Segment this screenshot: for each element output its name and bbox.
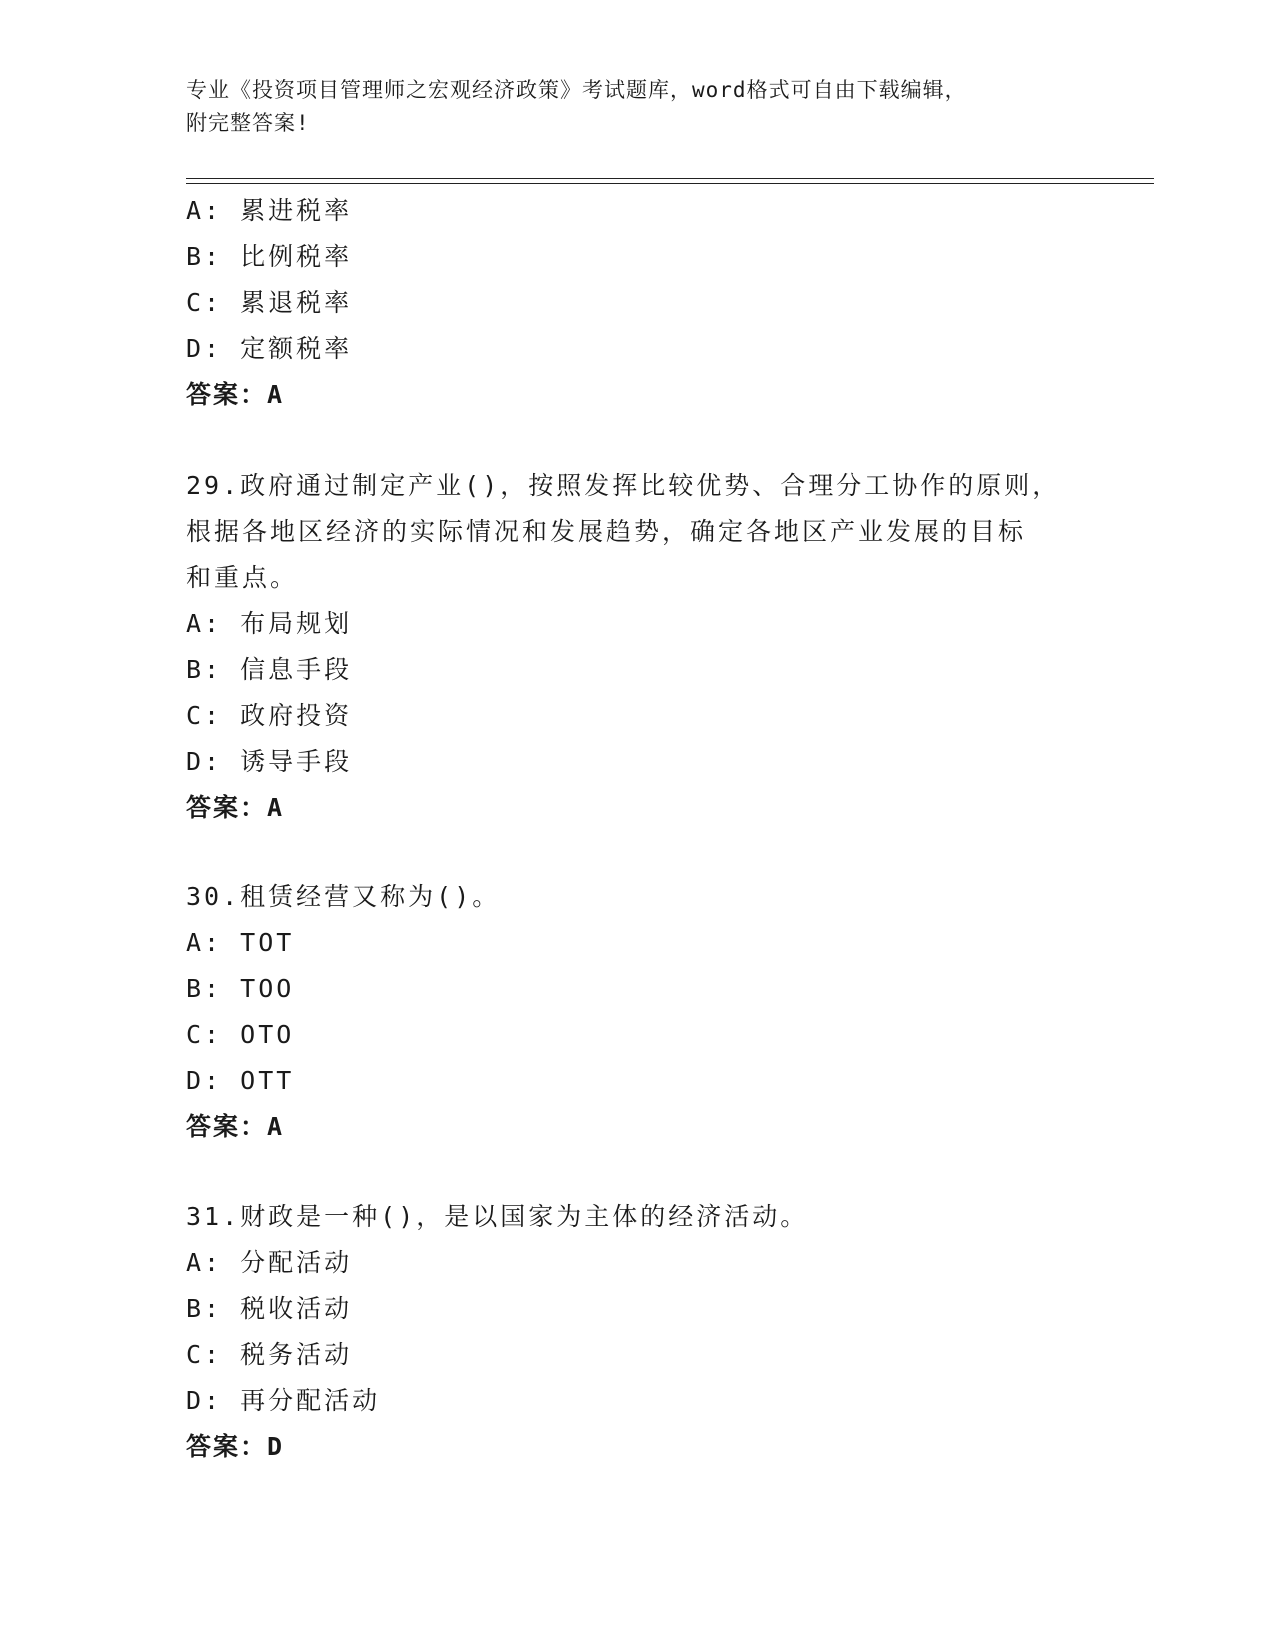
question-block-31 — [186, 1194, 1086, 1470]
answer: 答案：A — [186, 793, 285, 822]
document-header — [186, 74, 1066, 140]
option-b: B: 信息手段 — [186, 655, 353, 684]
header-line-1: 专业《投资项目管理师之宏观经济政策》考试题库，word格式可自由下载编辑， — [186, 78, 967, 102]
question-text: 31.财政是一种()，是以国家为主体的经济活动。 — [186, 1202, 809, 1231]
question-block-30 — [186, 874, 1086, 1150]
option-c: C: 累退税率 — [186, 288, 353, 317]
option-b: B: TOO — [186, 974, 295, 1003]
option-d: D: 定额税率 — [186, 334, 353, 363]
answer: 答案：A — [186, 1112, 285, 1141]
option-a: A: 布局规划 — [186, 609, 353, 638]
answer: 答案：D — [186, 1432, 285, 1461]
option-a: A: TOT — [186, 928, 295, 957]
option-c: C: 政府投资 — [186, 701, 353, 730]
question-block-29 — [186, 463, 1086, 831]
option-a: A: 累进税率 — [186, 196, 353, 225]
question-text: 30.租赁经营又称为()。 — [186, 882, 501, 911]
question-text-line-2: 根据各地区经济的实际情况和发展趋势，确定各地区产业发展的目标 — [186, 517, 1027, 546]
answer: 答案：A — [186, 380, 285, 409]
option-d: D: 诱导手段 — [186, 747, 353, 776]
header-line-2: 附完整答案! — [186, 111, 310, 135]
question-text-line-1: 29.政府通过制定产业()，按照发挥比较优势、合理分工协作的原则， — [186, 471, 1061, 500]
header-divider-top — [186, 178, 1154, 179]
option-d: D: 再分配活动 — [186, 1386, 381, 1415]
header-divider-bottom — [186, 183, 1154, 184]
option-a: A: 分配活动 — [186, 1248, 353, 1277]
option-c: C: OTO — [186, 1020, 295, 1049]
option-b: B: 税收活动 — [186, 1294, 353, 1323]
option-c: C: 税务活动 — [186, 1340, 353, 1369]
question-block-28 — [186, 188, 1086, 418]
option-d: D: OTT — [186, 1066, 295, 1095]
option-b: B: 比例税率 — [186, 242, 353, 271]
question-text-line-3: 和重点。 — [186, 563, 299, 592]
